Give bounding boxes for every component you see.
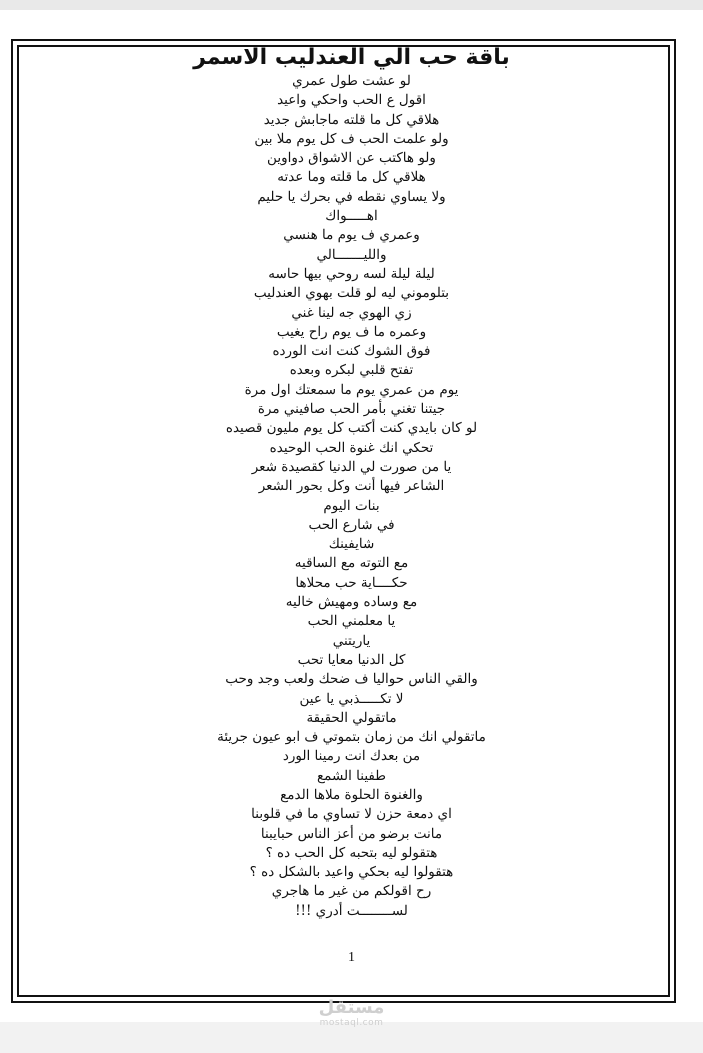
poem-line: ليلة ليلة لسه روحي بيها حاسه [268, 265, 435, 282]
poem-line: ولا يساوي نقطه في بحرك يا حليم [257, 188, 446, 205]
poem-line: هتقولو ليه بتحبه كل الحب ده ؟ [265, 844, 438, 861]
poem-line: طفينا الشمع [316, 767, 387, 784]
poem-line: شايفينك [328, 536, 375, 553]
poem-line: اي دمعة حزن لا تساوي ما في قلوبنا [251, 806, 452, 823]
poem-line: هلاقي كل ما قلته وما عدته [277, 169, 426, 186]
poem-line: مع التوته مع الساقيه [294, 555, 409, 572]
poem-line: مع وساده ومهيش خاليه [285, 594, 418, 611]
poem-line: جيتنا تغني بأمر الحب صافيني مرة [257, 401, 446, 418]
poem-line: لو كان بايدي كنت أكتب كل يوم مليون قصيده [225, 420, 478, 437]
watermark-url: mostaql.com [319, 1018, 384, 1028]
poem-line: يا من صورت لي الدنيا كقصيدة شعر [251, 458, 452, 475]
poem-line: ولو هاكتب عن الاشواق دواوين [267, 150, 436, 167]
poem-content [0, 44, 703, 921]
poem-line: هلاقي كل ما قلته ماجابش جديد [263, 111, 440, 128]
poem-line: تحكي انك غنوة الحب الوحيده [269, 439, 434, 456]
poem-line: لو عشت طول عمري [292, 73, 411, 89]
poem-title: باقة حب الي العندليب الاسمر [193, 45, 510, 70]
poem-line: ولو علمت الحب ف كل يوم ملا بين [254, 130, 449, 147]
poem-line: الشاعر فيها أنت وكل بحور الشعر [258, 478, 445, 495]
poem-line: وعمره ما ف يوم راح يغيب [276, 323, 427, 340]
poem-line: كل الدنيا معايا تحب [297, 651, 406, 668]
poem-line: ماتقولي انك من زمان بتموتي ف ابو عيون جريئة [217, 729, 486, 746]
poem-line: مانت برضو من أعز الناس حبايبنا [260, 825, 443, 842]
watermark-logo-text: مستقل [318, 997, 385, 1018]
page-number: 1 [348, 950, 355, 965]
poem-line: بتلوموني ليه لو قلت بهوي العندليب [253, 285, 450, 302]
poem-line: فوق الشوك كنت انت الورده [272, 343, 431, 360]
poem-line: يا معلمني الحب [307, 613, 396, 630]
poem-line: حكــــاية حب محلاها [295, 574, 408, 591]
poem-line: ماتقولي الحقيقة [306, 709, 397, 726]
poem-line: يوم من عمري يوم ما سمعتك اول مرة [244, 381, 459, 398]
poem-line: زي الهوي جه لينا غني [291, 304, 412, 321]
poem-line: اقول ع الحب واحكي واعيد [277, 92, 426, 109]
poem-line: ياريتني [332, 632, 371, 649]
poem-line: من بعدك انت رمينا الورد [282, 748, 421, 765]
poem-line: اهـــــواك [325, 208, 378, 225]
poem-line: والقي الناس حواليا ف ضحك ولعب وجد وحب [225, 671, 478, 688]
poem-line: لا تكـــــذبي يا عين [299, 690, 404, 707]
poem-line: رح اقولكم من غير ما هاجري [271, 883, 432, 900]
poem-line: بنات اليوم [323, 497, 380, 514]
poem-line: لســــــــت أدري !!! [295, 902, 408, 919]
poem-line: وعمري ف يوم ما هنسي [283, 227, 420, 244]
watermark [0, 998, 703, 1028]
poem-line: والغنوة الحلوة ملاها الدمع [280, 786, 423, 803]
top-strip [0, 0, 703, 10]
document-page [0, 10, 703, 1022]
poem-line: تفتح قلبي لبكره وبعده [289, 362, 414, 379]
poem-line: والليـــــــالي [316, 246, 387, 263]
poem-line: في شارع الحب [308, 516, 395, 533]
poem-line: هتقولوا ليه بحكي واعيد بالشكل ده ؟ [249, 864, 454, 881]
poem-lines [0, 72, 703, 921]
